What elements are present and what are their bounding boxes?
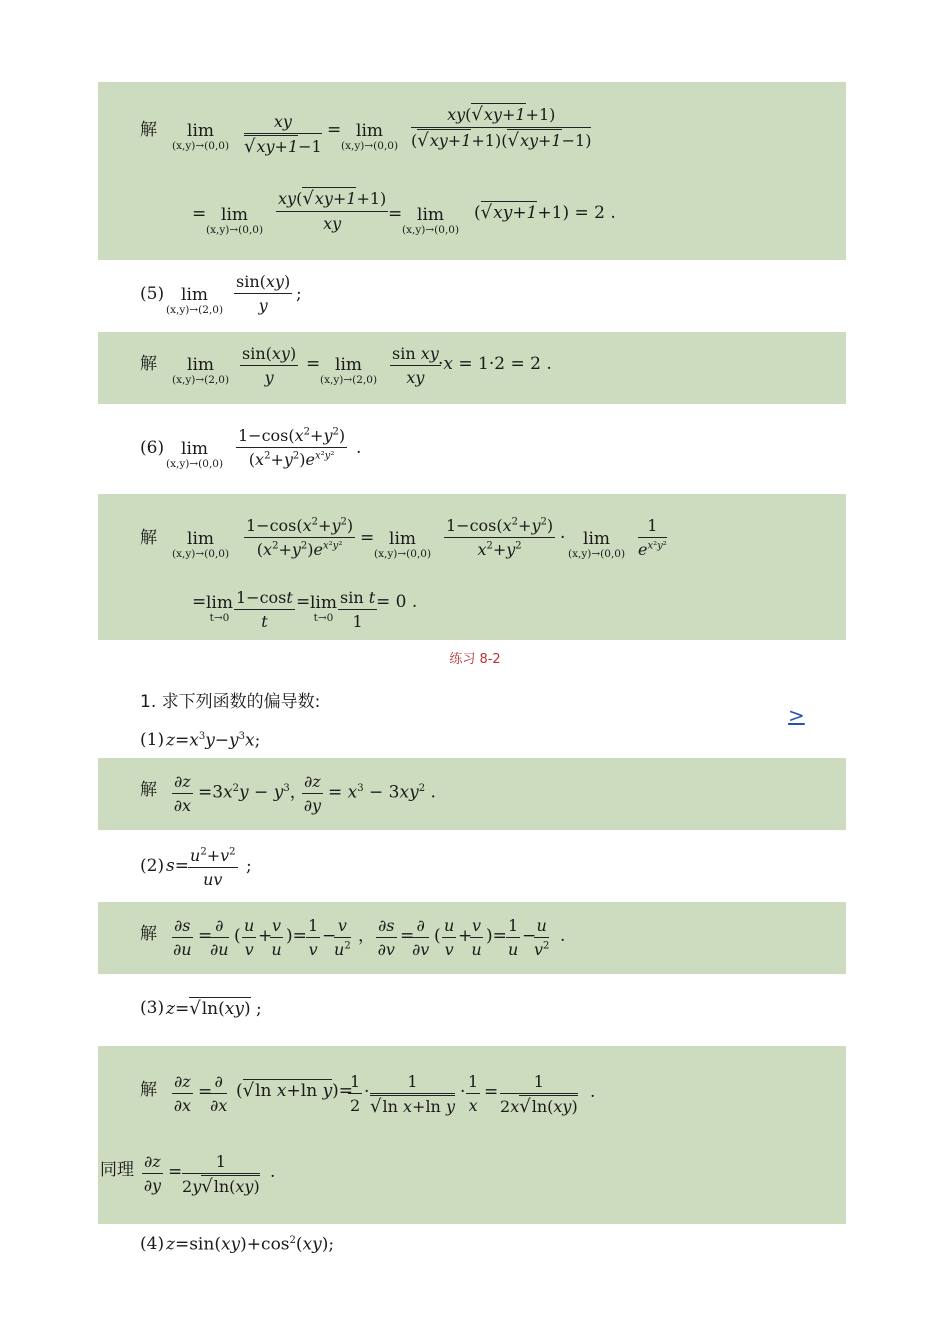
limit-operator: lim t→0	[310, 593, 337, 624]
fraction: $\frac{u}{v}$	[244, 916, 255, 959]
fraction: $\frac{\text{sin xy}}{xy}$	[392, 344, 439, 387]
fraction: $\frac{\partial s}{\partial v}$	[377, 916, 395, 959]
jie-label: 解	[140, 780, 157, 800]
limit-operator: lim (x,y)→(2,0)	[172, 355, 230, 386]
next-link[interactable]: >	[788, 703, 805, 727]
fraction: $\frac{\partial z}{\partial x}$	[173, 1072, 192, 1115]
jie-label: 解	[140, 120, 157, 140]
section-heading: 1. 求下列函数的偏导数:	[140, 692, 321, 712]
limit-operator: lim (x,y)→(0,0)	[568, 529, 626, 560]
fraction: 1 √ ln x+ln y	[370, 1072, 455, 1117]
solution-box-4: 解 lim (x,y)→(0,0) xy √ xy+1−1 = lim (x,y)→(0,0) $\frac{xy(√ xy+1+1)}{(√ xy+1+1)(√ xy+1-1)}$ = lim (x,y)→(0,0) $\frac{xy(√ xy+1+1)}{xy}$ = lim (x,y)→(0,0) (√ xy+1+1) = 2 .	[98, 82, 846, 260]
problem-label-3: (3)	[140, 998, 165, 1018]
fraction: $\frac{u}{v^2}$	[534, 916, 550, 959]
fraction: $\frac{\sin(xy)}{y}$	[236, 272, 291, 315]
fraction: $\frac{1}{x}$	[468, 1072, 479, 1115]
solution-box-6: 解 lim (x,y)→(0,0) $\frac{1-\cos(x^2+y^2)}{(x^2+y^2)e^{x^2y^2}}$ = lim (x,y)→(0,0) $\frac{1-\cos(x^2+y^2)}{x^2+y^2}$ · lim (x,y)→(0,0) $\frac{1}{e^{x^2y^2}}$ = lim t→0 $\frac{1-\cos t}{t}$ = lim t→0 $\frac{\text{sin t}}{1}$ = 0 .	[98, 494, 846, 640]
fraction: ∂ ∂v	[412, 916, 430, 959]
fraction: $\frac{\partial s}{\partial u}$	[172, 916, 192, 959]
jie-label: 解	[140, 354, 157, 374]
fraction: $\frac{1-\cos(x^2+y^2)}{(x^2+y^2)e^{x^2y^2}}$	[238, 426, 346, 469]
tongli-label: 同理	[100, 1160, 134, 1180]
fraction: $\frac{v}{u^2}$	[334, 916, 351, 959]
fraction: $\frac{1-\cos(x^2+y^2)}{(x^2+y^2)e^{x^2y^2}}$	[246, 516, 354, 559]
problem-label-1: (1)	[140, 730, 165, 750]
fraction: xy √ xy+1−1	[244, 112, 322, 157]
fraction: $\frac{1}{2x√ \ln(xy)}$	[500, 1072, 578, 1117]
limit-operator: lim (x,y)→(0,0)	[402, 205, 460, 236]
fraction: $\frac{1-\cos t}{t}$	[236, 588, 293, 631]
solution-box-p2: 解 $\frac{\partial s}{\partial u}$ = ∂ ∂u ( $\frac{u}{v}$ + $\frac{v}{u}$ )= $\frac{1}{v}$ − $\frac{v}{u^2}$ ， $\frac{\partial s}{\partial v}$ = ∂ ∂v ( $\frac{u}{v}$ + $\frac{v}{u}$ )= $\frac{1}{u}$ − $\frac{u}{v^2}$ .	[98, 902, 846, 974]
fraction: $\frac{\partial z}{\partial x}$	[173, 772, 192, 815]
jie-label: 解	[140, 924, 157, 944]
fraction: ∂ ∂u	[210, 916, 229, 959]
jie-label: 解	[140, 1080, 157, 1100]
fraction: $\frac{1}{u}$	[507, 916, 519, 959]
fraction: $\frac{xy(√ xy+1+1)}{xy}$	[276, 188, 388, 233]
fraction: $\frac{\text{sin t}}{1}$	[340, 588, 376, 631]
exercise-title: 练习 8-2	[449, 652, 501, 667]
problem-label-2: (2)	[140, 856, 165, 876]
fraction: $\frac{v}{u}$	[271, 916, 282, 959]
fraction: $\frac{1}{2y√ \ln(xy)}$	[182, 1152, 260, 1197]
limit-operator: lim (x,y)→(0,0)	[206, 205, 264, 236]
fraction: $\frac{u^2+v^2}{uv}$	[190, 846, 236, 889]
limit-operator: lim (x,y)→(0,0)	[341, 121, 399, 152]
limit-operator: lim (x,y)→(0,0)	[172, 529, 230, 560]
limit-operator: lim (x,y)→(2,0)	[320, 355, 378, 386]
fraction: $\frac{\sin(xy)}{y}$	[242, 344, 297, 387]
fraction: ∂ ∂x	[210, 1072, 228, 1115]
problem-label-4: (4)	[140, 1234, 165, 1254]
fraction: $\frac{1}{2}$	[350, 1072, 361, 1115]
limit-operator: lim t→0	[206, 593, 233, 624]
fraction: $\frac{\partial z}{\partial y}$	[143, 1152, 162, 1195]
jie-label: 解	[140, 528, 157, 548]
fraction: $\frac{1}{v}$	[308, 916, 319, 959]
question-label-5: (5)	[140, 284, 165, 304]
limit-operator: lim (x,y)→(0,0)	[374, 529, 432, 560]
solution-box-p3: 解 $\frac{\partial z}{\partial x}$ = ∂ ∂x (√ ln x+ln y)= $\frac{1}{2}$ · 1 √ ln x+ln y · $\frac{1}{x}$ = $\frac{1}{2x√ \ln(xy)}$ . 同理 $\frac{\partial z}{\partial y}$ = $\frac{1}{2y√ \ln(xy)}$ .	[98, 1046, 846, 1224]
solution-box-p1: 解 $\frac{\partial z}{\partial x}$ $=3x^2y - y^3$， $\frac{\partial z}{\partial y}$ = $x^3 - 3xy^2$ .	[98, 758, 846, 830]
fraction: $\frac{v}{u}$	[471, 916, 482, 959]
fraction: $\frac{xy(√ xy+1+1)}{(√ xy+1+1)(√ xy+1-1)}$	[411, 104, 591, 151]
fraction: $\frac{1}{e^{x^2y^2}}$	[638, 516, 667, 559]
limit-operator: lim (x,y)→(2,0)	[166, 285, 224, 316]
fraction: $\frac{u}{v}$	[444, 916, 455, 959]
question-label-6: (6)	[140, 438, 165, 458]
fraction: $\frac{1-\cos(x^2+y^2)}{x^2+y^2}$	[446, 516, 554, 559]
limit-operator: lim (x,y)→(0,0)	[172, 121, 230, 152]
fraction: $\frac{\partial z}{\partial y}$	[303, 772, 322, 815]
limit-operator: lim (x,y)→(0,0)	[166, 439, 224, 470]
solution-box-5: 解 lim (x,y)→(2,0) $\frac{\sin(xy)}{y}$ = lim (x,y)→(2,0) $\frac{\text{sin xy}}{xy}$ ·x = 1·2 = 2 .	[98, 332, 846, 404]
